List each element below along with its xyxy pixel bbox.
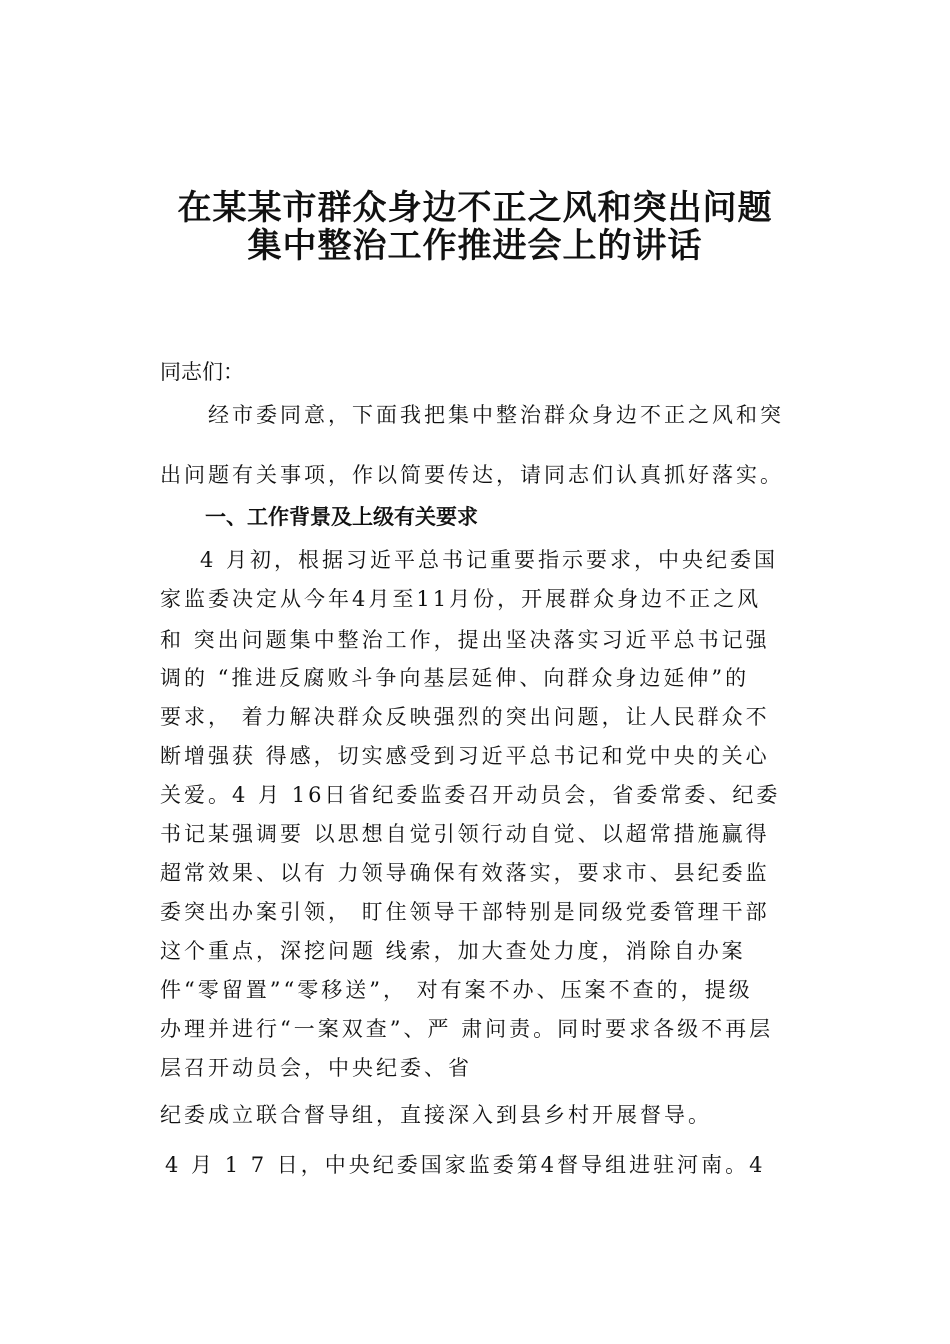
document-title-line-2: 集中整治工作推进会上的讲话 (247, 226, 703, 266)
paragraph-line: 超常效果、以有 力领导确保有效落实，要求市、县纪委监 (160, 861, 770, 885)
paragraph-line: 调的 “推进反腐败斗争向基层延伸、向群众身边延伸”的 (160, 666, 750, 690)
document-title-line-1: 在某某市群众身边不正之风和突出问题 (177, 188, 773, 228)
paragraph-line: 件“零留置”“零移送”， 对有案不办、压案不查的，提级 (160, 978, 753, 1002)
paragraph-line: 纪委成立联合督导组，直接深入到县乡村开展督导。 (160, 1103, 712, 1127)
paragraph-line: 这个重点，深挖问题 线索，加大查处力度，消除自办案 (160, 939, 746, 963)
salutation: 同志们： (160, 360, 244, 384)
paragraph-line: 委突出办案引领， 盯住领导干部特别是同级党委管理干部 (160, 900, 770, 924)
paragraph-line: 和 突出问题集中整治工作，提出坚决落实习近平总书记强 (160, 628, 770, 652)
paragraph-line: 家监委决定从今年4月至11月份，开展群众身边不正之风 (160, 587, 762, 611)
paragraph-line: 层召开动员会，中央纪委、省 (160, 1056, 472, 1080)
paragraph-line: 4 月初，根据习近平总书记重要指示要求，中央纪委国 (200, 548, 779, 572)
paragraph-line: 要求， 着力解决群众反映强烈的突出问题，让人民群众不 (160, 705, 770, 729)
paragraph-line: 4 月 1 7 日，中央纪委国家监委第4督导组进驻河南。4 (165, 1153, 766, 1177)
paragraph-line: 断增强获 得感，切实感受到习近平总书记和党中央的关心 (160, 744, 770, 768)
paragraph-line: 书记某强调要 以思想自觉引领行动自觉、以超常措施赢得 (160, 822, 770, 846)
paragraph-line: 关爱。4 月 16日省纪委监委召开动员会，省委常委、纪委 (160, 783, 781, 807)
paragraph-line: 出问题有关事项，作以简要传达，请同志们认真抓好落实。 (160, 463, 784, 487)
paragraph-line: 办理并进行“一案双查”、严 肃问责。同时要求各级不再层 (160, 1017, 774, 1041)
section-heading: 一、工作背景及上级有关要求 (205, 505, 478, 529)
paragraph-line: 经市委同意，下面我把集中整治群众身边不正之风和突 (208, 403, 784, 427)
